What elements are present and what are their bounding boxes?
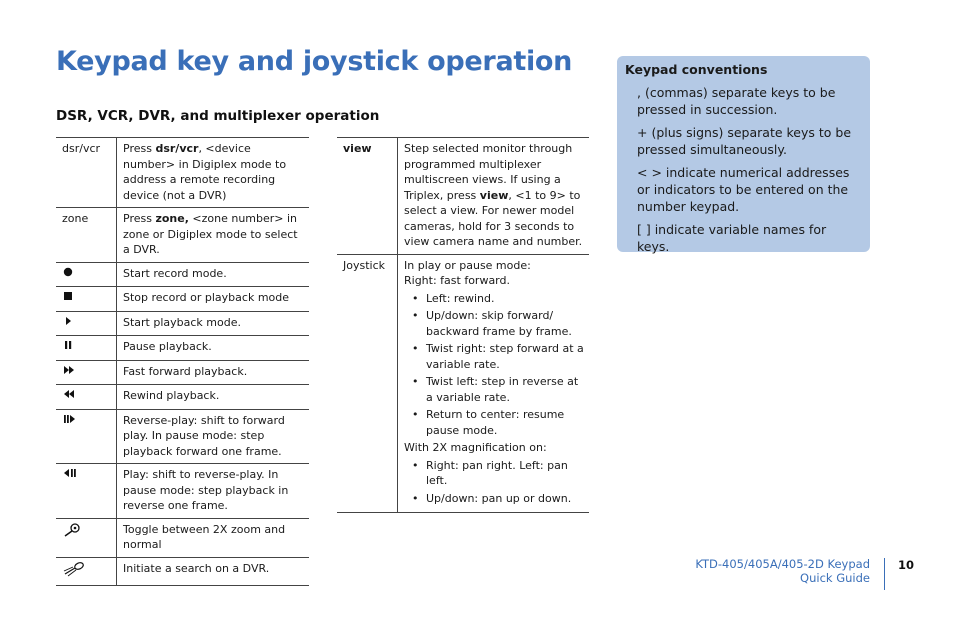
key-description: Press zone, <zone number> in zone or Digiplex mode to select a DVR. [123,212,298,256]
joystick-intro-right: Right: fast forward. [404,274,510,287]
magnification-intro: With 2X magnification on: [404,441,547,454]
list-item: • Right: pan right. Left: pan left. [426,458,585,489]
convention-item: , (commas) separate keys to be pressed in succession. [637,85,836,117]
table-row [56,360,309,385]
search-icon [62,561,86,577]
key-label: dsr/vcr [56,138,117,208]
step-reverse-icon [62,467,78,479]
list-item: • Left: rewind. [426,291,585,307]
list-item: • Twist left: step in reverse at a variable rate. [426,374,585,405]
key-description: Press dsr/vcr, <device number> in Digiplex mode to address a remote recording device (not a DVR) [123,142,287,202]
key-icon-cell [56,360,117,385]
key-description: Pause playback. [123,340,212,353]
table-row [56,464,309,519]
section-subtitle: DSR, VCR, DVR, and multiplexer operation [56,108,380,124]
zoom-icon [62,522,82,538]
pause-icon [62,339,74,351]
convention-item: [ ] indicate variable names for keys. [637,222,827,254]
key-description [398,254,590,513]
rewind-icon [62,388,76,400]
play-icon [62,315,74,327]
key-label: zone [56,208,117,263]
page-number: 10 [898,558,915,572]
key-description: Toggle between 2X zoom and normal [123,522,286,551]
key-icon-cell [56,409,117,464]
key-icon-cell [56,262,117,287]
key-label: view [337,138,398,255]
list-item: • Up/down: skip forward/ backward frame by frame. [426,308,585,339]
list-item: • Twist right: step forward at a variable rate. [426,341,585,372]
table-row [56,336,309,361]
table-row [56,518,309,557]
table-row [56,287,309,312]
key-table-right [337,137,589,513]
page-title: Keypad key and joystick operation [56,46,573,77]
key-description: Start record mode. [123,266,227,280]
table-row [56,208,309,263]
key-icon-cell [56,385,117,410]
table-row [56,385,309,410]
table-row [56,557,309,586]
footer-line-2: Quick Guide [800,570,870,585]
footer-divider [884,558,885,590]
key-description: Initiate a search on a DVR. [123,561,270,575]
list-item: • Return to center: resume pause mode. [426,407,585,438]
table-row [56,262,309,287]
table-row [56,409,309,464]
record-icon [62,266,74,278]
key-description: Play: shift to reverse-play. In pause mode: step playback in reverse one frame. [123,468,289,512]
joystick-intro: In play or pause mode: [404,258,531,272]
table-row [56,138,309,208]
key-description: Reverse-play: shift to forward play. In pause mode: step playback forward one frame. [123,413,285,458]
key-icon-cell [56,336,117,361]
key-icon-cell [56,311,117,336]
magnification-bullets [404,458,585,507]
key-description: Step selected monitor through programmed multiplexer multiscreen views. If using a Triplex, press view, <1 to 9> to select a view. For newer model cameras, hold for 3 seconds to view camera name and number. [404,142,583,248]
stop-icon [62,290,74,302]
footer-doc-title [695,558,870,585]
fast-forward-icon [62,364,76,376]
convention-item: + (plus signs) separate keys to be pressed simultaneously. [637,125,852,157]
joystick-bullets [404,291,585,439]
key-description: Start playback mode. [123,315,241,329]
table-row [337,254,589,513]
key-icon-cell [56,518,117,557]
key-description: Stop record or playback mode [123,291,290,304]
key-description: Fast forward playback. [123,364,248,378]
key-icon-cell [56,287,117,312]
table-row [337,138,589,255]
key-table-left [56,137,309,586]
table-row [56,311,309,336]
conventions-heading: Keypad conventions [625,62,768,77]
key-icon-cell [56,464,117,519]
reverse-play-icon [62,413,78,425]
key-icon-cell [56,557,117,586]
conventions-box [617,56,870,252]
key-description: Rewind playback. [123,389,220,402]
footer-line-1: KTD-405/405A/405-2D Keypad [695,557,870,571]
list-item: • Up/down: pan up or down. [426,491,585,507]
convention-item: < > indicate numerical addresses or indicators to be entered on the number keypad. [637,165,850,214]
key-label: Joystick [337,254,398,513]
